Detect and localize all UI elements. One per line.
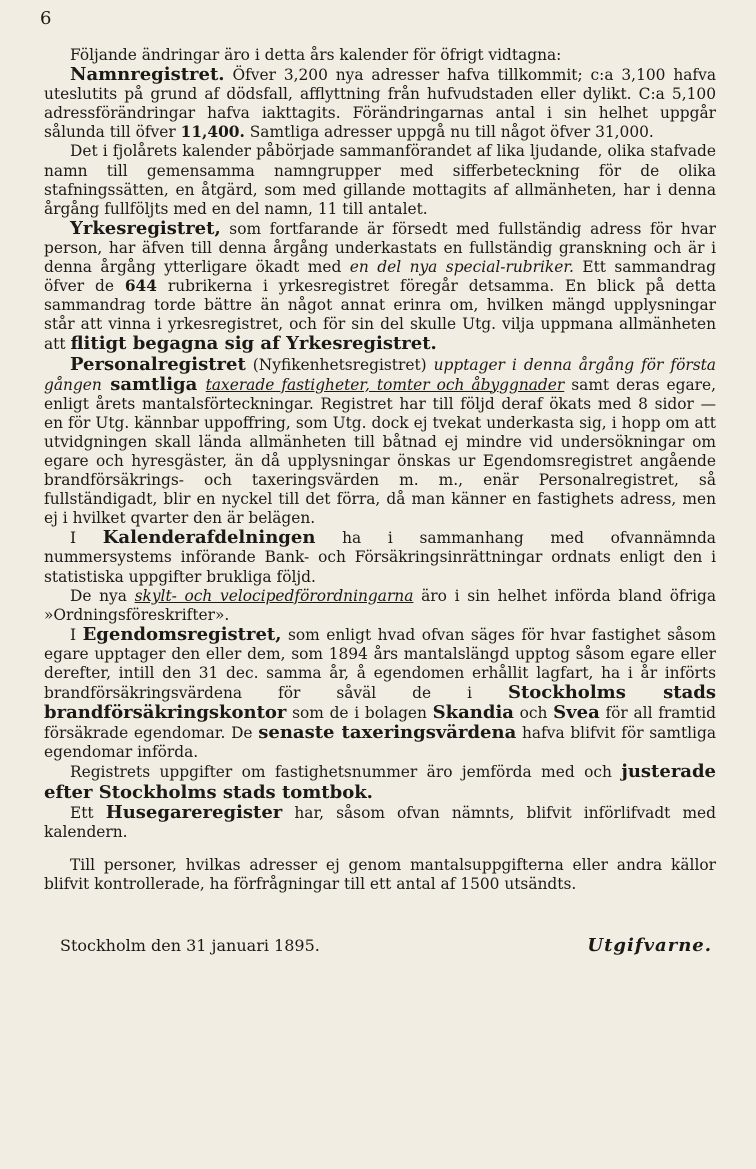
paragraph-text: som enligt hvad ofvan säges för hvar fastighet såsom egare upptager den eller dem, som 1894 års mantalslängd upptog såsom egare eller derefter, intill den 31 dec. samma år, å egendomen erhållit lagfart, ha i år införts brandförsäkringsvärdena för såväl de i: [44, 625, 716, 703]
bold-text: samtliga: [101, 373, 206, 395]
paragraph-text: Ett: [70, 803, 106, 822]
yrkesregistret-paragraph: [44, 219, 716, 355]
paragraph-text: har, såsom ofvan nämnts, blifvit införlifvadt med kalendern.: [44, 803, 716, 841]
section-heading: Yrkesregistret,: [70, 217, 221, 239]
intro-paragraph: Följande ändringar äro i detta års kalender för öfrigt vidtagna:: [70, 46, 562, 64]
paragraph-text: Samtliga adresser uppgå nu till något öfver 31,000.: [244, 123, 654, 142]
bold-text: flitigt begagna sig af Yrkesregistret.: [70, 333, 437, 355]
paragraph-text: hafva blifvit för samtliga egendomar införda.: [44, 724, 717, 762]
section-heading: Personalregistret: [70, 353, 246, 375]
bold-text: Skandia: [432, 702, 514, 724]
paragraph-text: rubrikerna i yrkesregistret föregår detsamma. En blick på detta sammandrag torde bättre än något annat erinra om, hvilken mängd upplysningar står att vinna i yrkesregistret, och för sin del skulle Utg. vilja uppmana allmänheten att: [44, 277, 716, 354]
forordningar-paragraph: [44, 587, 716, 625]
section-heading: Egendomsregistret,: [82, 623, 282, 645]
italic-text: skylt- och velocipedförordningarna: [134, 586, 414, 605]
bold-text: Svea: [553, 702, 600, 724]
paragraph-text: och: [513, 704, 554, 723]
namnregistret-paragraph: [44, 65, 716, 142]
emphasis-number: 644: [124, 277, 157, 296]
egendomsregistret-paragraph: [44, 625, 716, 763]
tomtbok-paragraph: [44, 762, 716, 802]
paragraph-text: Öfver 3,200 nya adresser hafva tillkommit; c:a 3,100 hafva uteslutits på grund af dödsfall, afflyttning från hufvudstaden eller dylikt. C:a 5,100 adressförändringar hafva iakttagits. Förändringarnas antal i sin helhet uppgår sålunda till öfver: [44, 66, 716, 142]
italic-text: en del nya special-rubriker.: [349, 258, 574, 277]
paragraph-text: samt deras egare, enligt årets mantalsförteckningar. Registret har till följd deraf ökats med 8 sidor — en för Utg. kännbar uppoffring, som Utg. dock ej tvekat underkasta sig, i hopp om att utvidgningen skall lända allmänheten till båtnad ej mindre vid undersökningar om egare och hyresgäster, än då upplysningar önskas ur Egendomsregistret angående brandförsäkrings- och taxeringsvärden m. m., enär Personalregistret, så fullständigadt, blir en nyckel till det förra, då man känner en fastighets adress, men ej i hvilket qvarter den är belägen.: [44, 375, 716, 528]
paragraph-text: (Nyfikenhetsregistret): [245, 355, 434, 374]
personalregistret-paragraph: [44, 355, 716, 529]
paragraph-text: Ett sammandrag öfver de: [44, 258, 716, 296]
paragraph-text: äro i sin helhet införda bland öfriga »Ordningsföreskrifter».: [44, 586, 717, 624]
document-footer: [44, 936, 716, 955]
section-heading: Husegareregister: [105, 801, 283, 823]
paragraph-text: Registrets uppgifter om fastighetsnummer äro jemförda med och: [70, 763, 622, 782]
emphasis-number: 11,400.: [180, 123, 245, 142]
italic-text: taxerade fastigheter, tomter och åbyggnader: [205, 375, 565, 394]
place-date: Stockholm den 31 januari 1895.: [60, 936, 320, 956]
husegareregister-paragraph: [44, 803, 716, 842]
paragraph-text: som fortfarande är försedt med fullständig adress för hvar person, har äfven till denna årgång underkastats en fullständig granskning och är i denna årgång ytterligare ökadt med: [44, 219, 716, 277]
kalenderafdelningen-paragraph: [44, 528, 716, 586]
paragraph-text: I: [70, 529, 103, 548]
bold-text: Stockholms stads brandförsäkringskontor: [44, 682, 716, 724]
paragraph-text: som de i bolagen: [286, 704, 433, 723]
section-heading: Kalenderafdelningen: [102, 527, 316, 549]
italic-text: upptager i denna årgång för första gången: [44, 355, 716, 394]
bold-text: justerade efter Stockholms stads tomtbok.: [44, 761, 716, 803]
forfragningar-paragraph: Till personer, hvilkas adresser ej genom mantalsuppgifterna eller andra källor blifvit kontrollerade, ha förfrågningar till ett antal af 1500 utsändts.: [44, 855, 716, 893]
document-body: [44, 46, 716, 955]
namngrupper-paragraph: Det i fjolårets kalender påbörjade sammanförandet af lika ljudande, olika stafvade namn till gemensamma namngrupper med sifferbeteckning för de olika stafningssätten, en åtgärd, som med gillande mottagits af allmänheten, har i denna årgång fullföljts med en del namn, 11 till antalet.: [44, 142, 716, 218]
page-number: 6: [40, 8, 52, 29]
section-heading: Namnregistret.: [70, 64, 225, 86]
paragraph-text: ha i sammanhang med ofvannämnda nummersystems införande Bank- och Försäkringsinrättningar ordnats enligt den i statistiska uppgifter brukliga följd.: [44, 529, 716, 586]
paragraph-text: för all framtid försäkrade egendomar. De: [44, 704, 716, 743]
paragraph-text: I: [70, 625, 83, 644]
paragraph-text: De nya: [70, 586, 135, 605]
bold-text: senaste taxeringsvärdena: [258, 722, 517, 744]
signature: Utgifvarne.: [587, 935, 712, 957]
